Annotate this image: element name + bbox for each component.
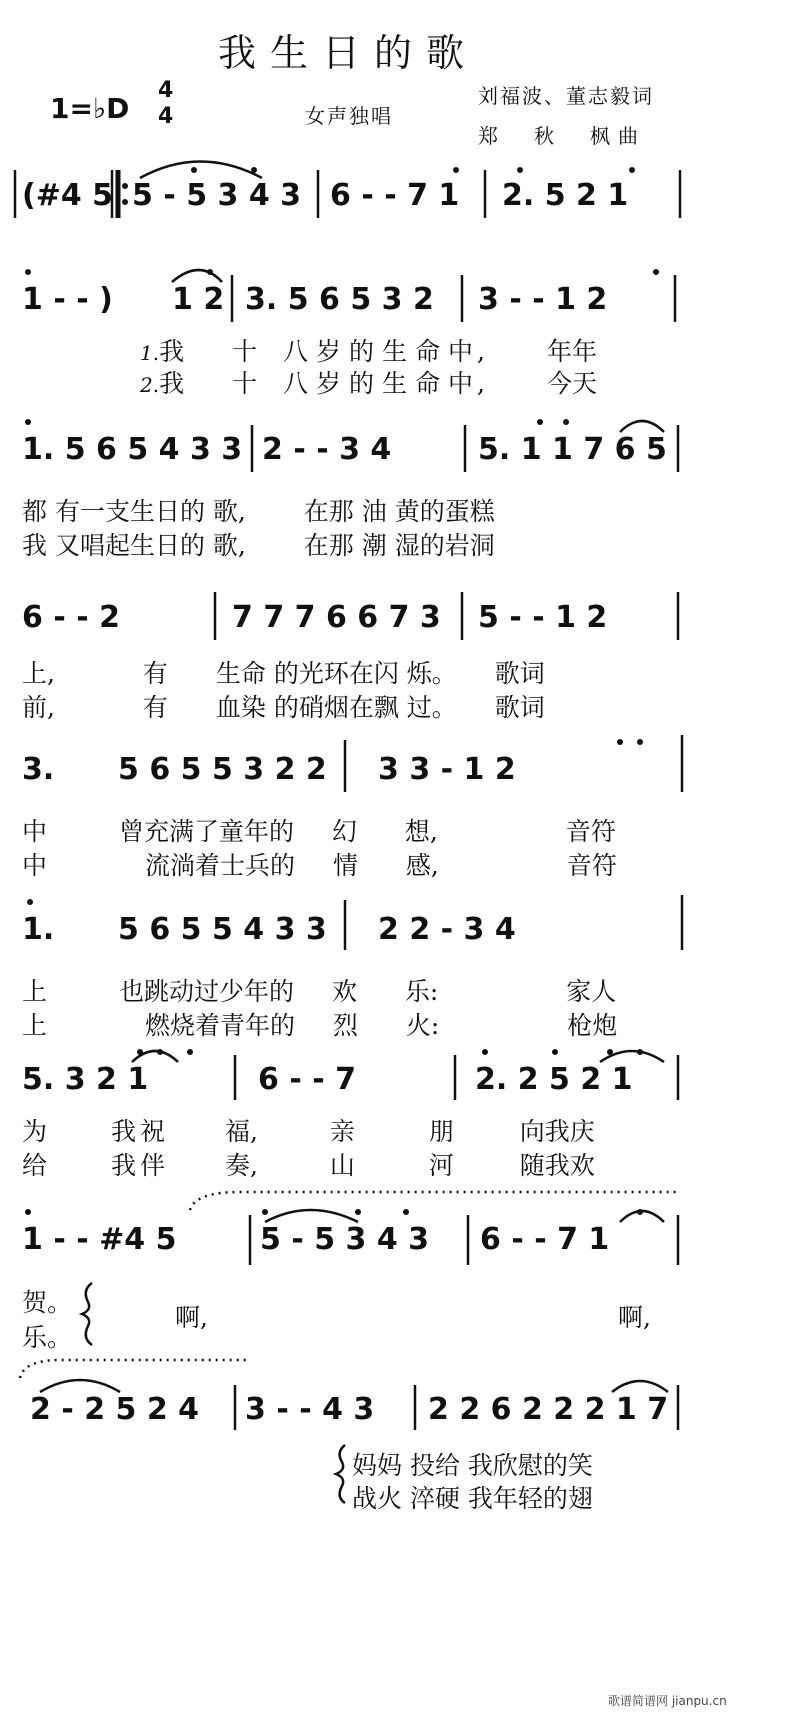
lyric-word: 歌词: [494, 693, 545, 722]
notes-measure: 5. 1 1 7 6 5: [478, 432, 667, 467]
notes-measure: 2 2 6 2 2 2 1 7: [428, 1392, 669, 1427]
composer-credit: 郑 秋 枫曲: [478, 124, 646, 148]
lyric-phrase: 燃烧着青年的: [144, 1011, 295, 1040]
lyric-line: [140, 332, 597, 368]
lyric-word: 有: [142, 659, 168, 688]
lyric-word: 河: [428, 1151, 454, 1180]
lyric-word: 我: [159, 337, 185, 366]
lyric-word: 感,: [405, 851, 439, 880]
notes-measure: 1 - - #4 5: [22, 1222, 177, 1257]
lyric-line: 战火 淬硬 我年轻的翅: [352, 1484, 593, 1513]
notes-measure: 2 - - 3 4: [262, 432, 392, 467]
notes-measure: 1. 5 6 5 4 3 3: [22, 432, 243, 467]
lyric-word: 给: [22, 1151, 48, 1180]
lyric-word: 福,: [224, 1117, 258, 1146]
notes-measure: 3 - - 4 3: [245, 1392, 375, 1427]
lyric-line: [22, 972, 616, 1008]
verse-number: 2.: [140, 373, 160, 397]
notes-measure: 5 - 5 3 4 3: [260, 1222, 430, 1257]
lyric-word: 我伴: [110, 1151, 169, 1180]
lyric-word: 啊,: [175, 1303, 208, 1332]
notes-measure: 1 - - ): [22, 282, 113, 317]
notes-measure: 3. 5 6 5 3 2: [245, 282, 434, 317]
lyric-phrase: 在那 油 黄的蛋糕: [303, 497, 495, 526]
lyricist-credit: 刘福波、董志毅词: [478, 84, 654, 108]
notes-measure: 5 - 5 3 4 3: [132, 178, 302, 213]
lyric-word: 十: [232, 369, 258, 398]
lyric-phrase: 也跳动过少年的: [118, 977, 294, 1006]
notes-measure: 1.: [22, 912, 55, 947]
lyric-line: [22, 492, 495, 528]
lyric-word: 十: [232, 337, 258, 366]
notes-measure: 5 6 5 5 4 3 3: [118, 912, 327, 947]
lyric-word: 火:: [405, 1011, 440, 1040]
lyric-word: 乐。: [22, 1323, 73, 1352]
lyric-word: 中,: [448, 369, 489, 398]
notes-measure: 3.: [22, 752, 55, 787]
lyric-word: 今天: [546, 369, 597, 398]
lyric-word: 家人: [566, 977, 617, 1006]
performance-type: 女声独唱: [305, 104, 393, 128]
notes-measure: 5 - - 1 2: [478, 600, 608, 635]
notes-intro-pickup: (#4 5: [22, 178, 114, 213]
lyric-word: 朋: [428, 1117, 454, 1146]
lyric-word: 歌词: [494, 659, 545, 688]
lyric-word: 上,: [22, 659, 55, 688]
lyric-phrase: 流淌着士兵的: [144, 851, 295, 880]
notes-measure: 6 - - 7 1: [480, 1222, 610, 1257]
lyric-phrase: 生命 的光环在闪 烁。: [215, 659, 457, 688]
lyric-word: 中,: [448, 337, 489, 366]
notes-measure: 2. 2 5 2 1: [475, 1062, 633, 1097]
time-signature-top: 4: [158, 78, 174, 103]
notes-measure: 5. 3 2 1: [22, 1062, 149, 1097]
lyric-line: [22, 812, 616, 848]
lyric-word: 年年: [546, 337, 597, 366]
lyric-line: [22, 846, 617, 882]
lyric-word: 奏,: [224, 1151, 258, 1180]
lyric-word: 情: [332, 851, 358, 880]
notes-measure: 6 - - 7 1: [330, 178, 460, 213]
notes-measure: 3 - - 1 2: [478, 282, 608, 317]
lyric-phrase: 我 又唱起生日的 歌,: [22, 531, 246, 560]
lyric-word: 音符: [565, 817, 616, 846]
lyric-line: [22, 688, 545, 724]
lyric-word: 枪炮: [567, 1011, 618, 1040]
lyric-line: [22, 1006, 617, 1042]
lyric-phrase: 在那 潮 湿的岩洞: [303, 531, 495, 560]
lyric-word: 八岁的生命: [283, 369, 449, 398]
lyric-word: 音符: [566, 851, 617, 880]
lyric-phrase: 血染 的硝烟在飘 过。: [215, 693, 457, 722]
watermark: 歌谱简谱网 jianpu.cn: [608, 1694, 727, 1708]
lyric-phrase: 曾充满了童年的: [118, 817, 294, 846]
song-title: 我生日的歌: [218, 31, 479, 75]
lyric-line: [22, 1146, 595, 1182]
lyric-word: 欢: [331, 977, 357, 1006]
lyric-word: 中: [22, 851, 48, 880]
lyric-line: 妈妈 投给 我欣慰的笑: [352, 1451, 593, 1480]
lyric-word: 为: [22, 1117, 48, 1146]
lyric-word: 啊,: [618, 1303, 651, 1332]
key-signature: 1=♭D: [50, 92, 130, 125]
lyric-word: 向我庆: [519, 1117, 595, 1146]
lyric-word: 前,: [22, 693, 55, 722]
lyric-word: 八岁的生命: [283, 337, 449, 366]
lyric-line: [22, 526, 495, 562]
lyric-word: 上: [22, 1011, 48, 1040]
lyric-word: 上: [22, 977, 48, 1006]
lyric-word: 随我欢: [519, 1151, 595, 1180]
lyric-word: 山: [329, 1151, 355, 1180]
notes-measure: 6 - - 2: [22, 600, 120, 635]
lyric-word: 中: [22, 817, 48, 846]
lyric-word: 我祝: [110, 1117, 169, 1146]
lyric-phrase: 都 有一支生日的 歌,: [22, 497, 246, 526]
lyric-word: 亲: [329, 1117, 355, 1146]
notes-measure: 3 3 - 1 2: [378, 752, 516, 787]
notes-measure: 2. 5 2 1: [502, 178, 629, 213]
notes-measure: 2 - 2 5 2 4: [30, 1392, 200, 1427]
lyric-line: [140, 364, 597, 400]
lyric-word: 幻: [331, 817, 357, 846]
lyric-word: 有: [142, 693, 168, 722]
lyric-line: [22, 1112, 595, 1148]
time-signature-bottom: 4: [158, 104, 174, 129]
notes-measure: 6 - - 7: [258, 1062, 356, 1097]
lyric-word: 乐:: [404, 977, 439, 1006]
notes-measure: 5 6 5 5 3 2 2: [118, 752, 327, 787]
notes-pickup: 1 2: [172, 282, 225, 317]
notes-measure: 2 2 - 3 4: [378, 912, 516, 947]
lyric-word: 我: [159, 369, 185, 398]
verse-number: 1.: [140, 341, 160, 365]
lyric-word: 想,: [404, 817, 438, 846]
lyric-word: 贺。: [22, 1288, 73, 1317]
lyric-line: [22, 654, 545, 690]
notes-measure: 7 7 7 6 6 7 3: [232, 600, 441, 635]
lyric-word: 烈: [332, 1011, 358, 1040]
